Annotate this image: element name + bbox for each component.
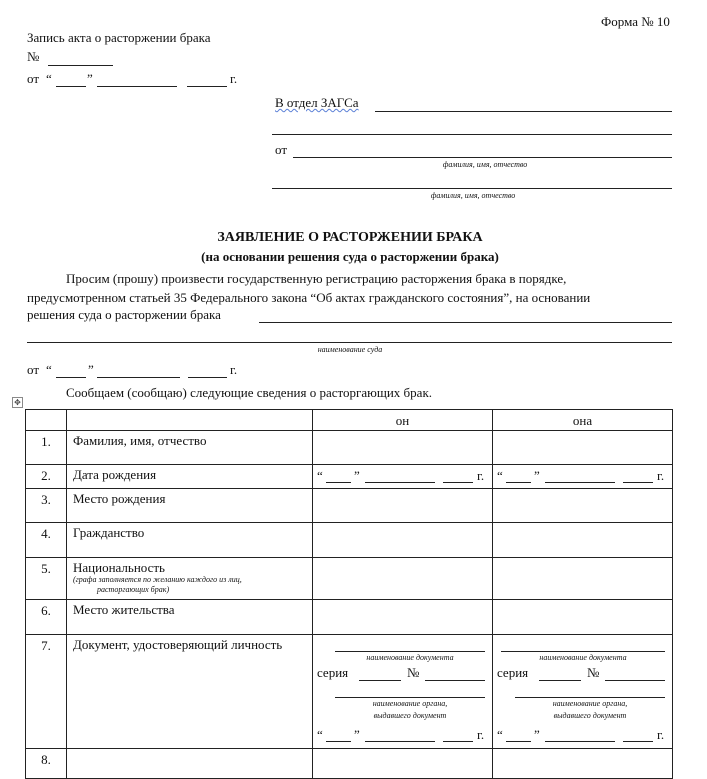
row-number: 5.	[26, 558, 67, 600]
he-next-cell[interactable]	[313, 749, 493, 779]
he-birth-date-cell[interactable]	[313, 465, 493, 489]
she-birth-quote-open: “	[497, 468, 503, 483]
row-number: 7.	[26, 635, 67, 749]
he-birth-year-suffix: г.	[477, 468, 485, 483]
she-doc-name-caption: наименование документа	[539, 653, 627, 662]
he-doc-no-label: №	[407, 665, 420, 680]
header-num-cell	[26, 410, 67, 431]
row-label-next	[67, 749, 313, 779]
header-he: он	[313, 410, 493, 431]
row-label-fio: Фамилия, имя, отчество	[67, 431, 313, 465]
she-birth-year-suffix: г.	[657, 468, 665, 483]
he-issue-day-field[interactable]	[326, 741, 351, 742]
he-issuer-field[interactable]	[335, 697, 485, 698]
she-issue-year-field[interactable]	[623, 741, 653, 742]
court-year-suffix: г.	[230, 362, 238, 377]
applicants-table	[25, 409, 673, 779]
she-citizenship-cell[interactable]	[493, 523, 673, 558]
record-title: Запись акта о расторжении брака	[27, 30, 211, 45]
record-month-field[interactable]	[97, 86, 177, 87]
nationality-note-1: (графа заполняется по желанию каждого из лиц,	[73, 575, 242, 584]
she-residence-cell[interactable]	[493, 600, 673, 635]
record-year-suffix: г.	[230, 71, 238, 86]
row-label-id-document: Документ, удостоверяющий личность	[67, 635, 313, 749]
document-subtitle: (на основании решения суда о расторжении брака)	[201, 249, 499, 264]
she-doc-name-field[interactable]	[501, 651, 665, 652]
she-birth-place-cell[interactable]	[493, 489, 673, 523]
body-line-2: предусмотренном статьей 35 Федерального закона “Об актах гражданского состояния”, на основании	[27, 290, 591, 305]
body-line-1: Просим (прошу) произвести государственную регистрацию расторжения брака в порядке,	[66, 271, 567, 286]
he-birth-quote-close: ”	[354, 468, 360, 483]
he-fio-cell[interactable]	[313, 431, 493, 465]
record-date-from-label: от	[27, 71, 40, 86]
record-day-field[interactable]	[56, 86, 86, 87]
he-residence-cell[interactable]	[313, 600, 493, 635]
record-date-quote-open: “	[46, 71, 52, 86]
applicant-1-fio-field[interactable]	[293, 157, 672, 158]
row-label-citizenship: Гражданство	[67, 523, 313, 558]
court-day-field[interactable]	[56, 377, 86, 378]
table-row	[26, 600, 673, 635]
row-label-birth-place: Место рождения	[67, 489, 313, 523]
she-series-label: серия	[497, 665, 529, 680]
row-number: 8.	[26, 749, 67, 779]
zags-name-field[interactable]	[375, 111, 672, 112]
row-number: 1.	[26, 431, 67, 465]
she-doc-no-label: №	[587, 665, 600, 680]
court-month-field[interactable]	[97, 377, 180, 378]
she-id-document-cell[interactable]	[493, 635, 673, 749]
row-label-birth-date: Дата рождения	[67, 465, 313, 489]
table-row	[26, 523, 673, 558]
table-row	[26, 635, 673, 749]
she-issuer-caption-2: выдавшего документ	[553, 711, 627, 720]
info-line: Сообщаем (сообщаю) следующие сведения о расторгающих брак.	[66, 385, 433, 400]
row-number: 3.	[26, 489, 67, 523]
she-fio-cell[interactable]	[493, 431, 673, 465]
header-she: она	[493, 410, 673, 431]
she-issuer-field[interactable]	[515, 697, 665, 698]
he-issue-year-suffix: г.	[477, 727, 485, 742]
he-issue-month-field[interactable]	[365, 741, 435, 742]
she-birth-date-cell[interactable]	[493, 465, 673, 489]
court-name-field-2[interactable]	[27, 342, 672, 343]
applicant-2-fio-caption: фамилия, имя, отчество	[430, 191, 516, 200]
court-name-field[interactable]	[259, 322, 672, 323]
he-nationality-cell[interactable]	[313, 558, 493, 600]
she-issue-month-field[interactable]	[545, 741, 615, 742]
row-label-nationality	[67, 558, 313, 600]
record-number-label: №	[27, 49, 40, 64]
court-name-caption: наименование суда	[317, 345, 383, 354]
row-number: 4.	[26, 523, 67, 558]
she-issue-quote-open: “	[497, 727, 503, 742]
she-birth-year-field[interactable]	[623, 482, 653, 483]
table-move-handle-icon[interactable]: ✥	[12, 397, 23, 408]
he-issuer-caption-2: выдавшего документ	[373, 711, 447, 720]
table-row	[26, 465, 673, 489]
table-row	[26, 558, 673, 600]
zags-to-label	[275, 95, 359, 111]
row-label-residence: Место жительства	[67, 600, 313, 635]
he-series-field[interactable]	[359, 680, 401, 681]
he-series-label: серия	[317, 665, 349, 680]
he-doc-name-field[interactable]	[335, 651, 485, 652]
applicant-1-fio-caption: фамилия, имя, отчество	[442, 160, 528, 169]
she-birth-month-field[interactable]	[545, 482, 615, 483]
she-birth-day-field[interactable]	[506, 482, 531, 483]
row-number: 6.	[26, 600, 67, 635]
she-issue-day-field[interactable]	[506, 741, 531, 742]
she-series-field[interactable]	[539, 680, 581, 681]
he-birth-year-field[interactable]	[443, 482, 473, 483]
she-issue-year-suffix: г.	[657, 727, 665, 742]
record-year-field[interactable]	[187, 86, 227, 87]
nationality-note-2: расторгающих брак)	[97, 585, 170, 594]
she-doc-no-field[interactable]	[605, 680, 665, 681]
record-date-quote-close: ”	[87, 71, 93, 86]
applicant-from-label: от	[275, 142, 288, 157]
court-date-from-label: от	[27, 362, 40, 377]
he-doc-no-field[interactable]	[425, 680, 485, 681]
he-id-document-cell[interactable]	[313, 635, 493, 749]
she-issue-quote-close: ”	[534, 727, 540, 742]
she-issuer-caption-1: наименование органа,	[552, 699, 628, 708]
she-birth-quote-close: ”	[534, 468, 540, 483]
he-issuer-caption-1: наименование органа,	[372, 699, 448, 708]
she-nationality-cell[interactable]	[493, 558, 673, 600]
form-number: Форма № 10	[601, 14, 670, 29]
he-issue-year-field[interactable]	[443, 741, 473, 742]
applicant-2-fio-field[interactable]	[272, 188, 672, 189]
nationality-label: Национальность	[73, 560, 165, 575]
she-next-cell[interactable]	[493, 749, 673, 779]
he-birth-month-field[interactable]	[365, 482, 435, 483]
table-row	[26, 749, 673, 779]
table-row	[26, 489, 673, 523]
document-title: ЗАЯВЛЕНИЕ О РАСТОРЖЕНИИ БРАКА	[217, 230, 483, 245]
he-issue-quote-close: ”	[354, 727, 360, 742]
he-citizenship-cell[interactable]	[313, 523, 493, 558]
he-doc-name-caption: наименование документа	[366, 653, 454, 662]
court-date-quote-close: ”	[88, 362, 94, 377]
court-date-quote-open: “	[46, 362, 52, 377]
zags-name-field-2[interactable]	[272, 134, 672, 135]
he-birth-place-cell[interactable]	[313, 489, 493, 523]
body-line-3: решения суда о расторжении брака	[27, 307, 221, 322]
court-year-field[interactable]	[188, 377, 227, 378]
table-header-row	[26, 410, 673, 431]
row-number: 2.	[26, 465, 67, 489]
he-birth-quote-open: “	[317, 468, 323, 483]
he-issue-quote-open: “	[317, 727, 323, 742]
record-number-field[interactable]	[48, 65, 113, 66]
he-birth-day-field[interactable]	[326, 482, 351, 483]
zags-to-text: В отдел ЗАГСа	[275, 95, 359, 110]
table-row	[26, 431, 673, 465]
header-label-cell	[67, 410, 313, 431]
